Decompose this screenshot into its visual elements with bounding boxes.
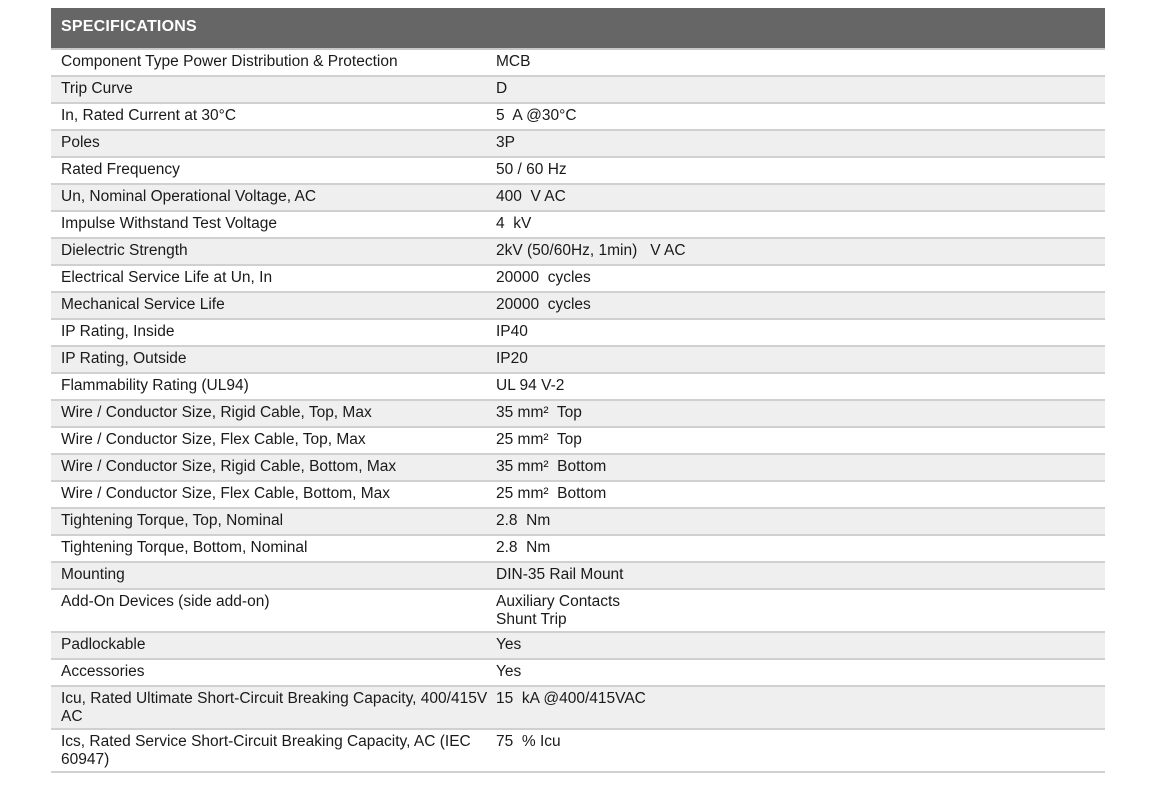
spec-label: Icu, Rated Ultimate Short-Circuit Breaking Capacity, 400/415V AC [61,690,488,725]
spec-value-line: 75 % Icu [496,733,561,750]
spec-value-line: D [496,80,508,97]
spec-value [496,212,1105,237]
spec-label: Mounting [61,566,125,583]
specifications-table [51,8,1105,773]
table-title: SPECIFICATIONS [61,18,197,35]
spec-value [496,374,1105,399]
table-row [51,266,1105,293]
spec-value [496,347,1105,372]
spec-value [496,660,1105,685]
table-row [51,730,1105,773]
spec-label: Wire / Conductor Size, Rigid Cable, Top, Max [61,404,372,421]
table-row [51,590,1105,633]
spec-value [496,455,1105,480]
table-row [51,104,1105,131]
spec-value [496,509,1105,534]
table-row [51,293,1105,320]
spec-label: Tightening Torque, Bottom, Nominal [61,539,308,556]
table-row [51,131,1105,158]
table-body [51,50,1105,773]
spec-label: Electrical Service Life at Un, In [61,269,273,286]
spec-label: Poles [61,134,100,151]
spec-value-line: DIN-35 Rail Mount [496,566,624,583]
table-row [51,185,1105,212]
spec-value-line: 25 mm² Bottom [496,485,607,502]
spec-value [496,482,1105,507]
table-row [51,660,1105,687]
spec-value-line: 4 kV [496,215,532,232]
spec-label: Dielectric Strength [61,242,188,259]
table-row [51,687,1105,730]
table-row [51,455,1105,482]
spec-value [496,239,1105,264]
spec-value [496,131,1105,156]
spec-value [496,428,1105,453]
spec-label: Rated Frequency [61,161,180,178]
spec-label: Component Type Power Distribution & Protection [61,53,398,70]
spec-label: Mechanical Service Life [61,296,225,313]
spec-value-line: Yes [496,663,522,680]
spec-label: Padlockable [61,636,146,653]
table-row [51,563,1105,590]
table-header [51,8,1105,50]
spec-label: Add-On Devices (side add-on) [61,593,270,610]
spec-label: IP Rating, Inside [61,323,175,340]
spec-value-line: MCB [496,53,531,70]
spec-value [496,730,1105,771]
spec-value [496,77,1105,102]
table-row [51,320,1105,347]
spec-value-line: 35 mm² Top [496,404,582,421]
table-row [51,509,1105,536]
table-row [51,536,1105,563]
spec-value-line: Auxiliary Contacts [496,593,621,610]
table-row [51,50,1105,77]
spec-value [496,104,1105,129]
spec-label: Trip Curve [61,80,133,97]
spec-value [496,158,1105,183]
spec-value-line: 15 kA @400/415VAC [496,690,646,707]
spec-value-line: 2kV (50/60Hz, 1min) V AC [496,242,686,259]
spec-label: Impulse Withstand Test Voltage [61,215,277,232]
spec-value [496,687,1105,728]
spec-value-line: IP20 [496,350,528,367]
spec-value [496,266,1105,291]
spec-label: In, Rated Current at 30°C [61,107,237,124]
spec-label: Ics, Rated Service Short-Circuit Breaking Capacity, AC (IEC 60947) [61,733,471,768]
table-row [51,77,1105,104]
spec-value-line: 50 / 60 Hz [496,161,567,178]
spec-value [496,185,1105,210]
spec-label: Wire / Conductor Size, Flex Cable, Bottom, Max [61,485,391,502]
spec-value-line: 20000 cycles [496,296,591,313]
spec-value-line: 20000 cycles [496,269,591,286]
spec-value-line: 3P [496,134,515,151]
spec-value-line: Yes [496,636,522,653]
spec-value-line: Shunt Trip [496,611,567,628]
spec-label: Wire / Conductor Size, Flex Cable, Top, Max [61,431,366,448]
spec-label: Accessories [61,663,145,680]
spec-value-line: 2.8 Nm [496,539,551,556]
table-row [51,239,1105,266]
spec-value [496,401,1105,426]
spec-value [496,320,1105,345]
table-row [51,158,1105,185]
table-row [51,428,1105,455]
spec-value-line: 35 mm² Bottom [496,458,607,475]
spec-value [496,50,1105,75]
spec-label: Un, Nominal Operational Voltage, AC [61,188,317,205]
spec-value-line: 25 mm² Top [496,431,582,448]
spec-label: Flammability Rating (UL94) [61,377,249,394]
table-row [51,347,1105,374]
spec-value [496,563,1105,588]
spec-value [496,293,1105,318]
spec-value-line: UL 94 V-2 [496,377,565,394]
spec-value-line: 5 A @30°C [496,107,577,124]
table-row [51,482,1105,509]
spec-value [496,536,1105,561]
table-row [51,212,1105,239]
spec-label: IP Rating, Outside [61,350,187,367]
spec-label: Tightening Torque, Top, Nominal [61,512,284,529]
spec-value-line: IP40 [496,323,528,340]
spec-value-line: 400 V AC [496,188,566,205]
spec-value [496,633,1105,658]
table-row [51,633,1105,660]
spec-label: Wire / Conductor Size, Rigid Cable, Bottom, Max [61,458,397,475]
table-row [51,374,1105,401]
table-row [51,401,1105,428]
spec-value [496,590,1105,631]
spec-value-line: 2.8 Nm [496,512,551,529]
